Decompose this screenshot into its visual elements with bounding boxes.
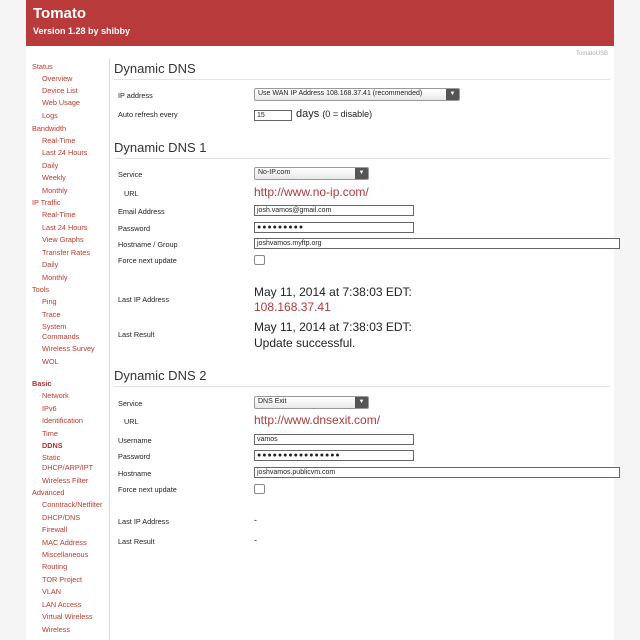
sidebar-item-vlan[interactable]: VLAN — [42, 587, 62, 596]
url-label: URL — [124, 417, 139, 426]
sidebar-item-daily[interactable]: Daily — [42, 161, 59, 170]
sidebar-item-status[interactable]: Status — [32, 62, 53, 71]
sidebar-item-bandwidth[interactable]: Bandwidth — [32, 124, 67, 133]
sidebar-item-ip-traffic[interactable]: IP Traffic — [32, 198, 61, 207]
section-title-ddns2: Dynamic DNS 2 — [114, 368, 207, 383]
ddns1-last-ip-value: 108.168.37.41 — [254, 300, 331, 314]
section-divider — [114, 386, 610, 387]
ddns2-last-ip-value: - — [254, 515, 257, 525]
sidebar-item-overview[interactable]: Overview — [42, 74, 73, 83]
chevron-down-icon: ▼ — [446, 89, 459, 100]
sidebar-item-static[interactable]: Static — [42, 453, 61, 462]
section-divider — [114, 79, 610, 80]
main-content — [114, 58, 614, 640]
section-title-ddns1: Dynamic DNS 1 — [114, 140, 207, 155]
ddns2-username-input[interactable]: vamos — [254, 434, 414, 445]
chevron-down-icon: ▼ — [355, 168, 368, 179]
sidebar-item-wireless-survey[interactable]: Wireless Survey — [42, 344, 95, 353]
sidebar-item-web-usage[interactable]: Web Usage — [42, 98, 80, 107]
chevron-down-icon: ▼ — [355, 397, 368, 408]
brand-label: TomatoUSB — [575, 51, 608, 57]
sidebar-item-device-list[interactable]: Device List — [42, 86, 78, 95]
ddns2-force-update-checkbox[interactable] — [254, 484, 265, 494]
sidebar-item-transfer-rates[interactable]: Transfer Rates — [42, 248, 90, 257]
password-label: Password — [118, 452, 151, 461]
sidebar-item-view-graphs[interactable]: View Graphs — [42, 235, 84, 244]
sidebar-item-basic[interactable]: Basic — [32, 379, 52, 388]
sidebar-item-mac-address[interactable]: MAC Address — [42, 538, 87, 547]
ddns1-url-link[interactable]: http://www.no-ip.com/ — [254, 185, 369, 199]
sidebar-item-daily[interactable]: Daily — [42, 260, 59, 269]
last-ip-label: Last IP Address — [118, 517, 169, 526]
ddns1-last-result-value: Update successful. — [254, 336, 356, 350]
auto-refresh-input[interactable]: 15 — [254, 110, 292, 121]
sidebar-item-system[interactable]: System — [42, 322, 67, 331]
page — [26, 0, 614, 640]
sidebar-item-real-time[interactable]: Real-Time — [42, 210, 76, 219]
app-title: Tomato — [33, 5, 87, 22]
hostname-label: Hostname — [118, 469, 152, 478]
last-result-label: Last Result — [118, 537, 155, 546]
sidebar-item-advanced[interactable]: Advanced — [32, 488, 65, 497]
sidebar-item-network[interactable]: Network — [42, 391, 69, 400]
sidebar-item-trace[interactable]: Trace — [42, 310, 61, 319]
force-update-label: Force next update — [118, 485, 177, 494]
sidebar-item-routing[interactable]: Routing — [42, 562, 68, 571]
sidebar-item-tools[interactable]: Tools — [32, 285, 50, 294]
sidebar-item-lan-access[interactable]: LAN Access — [42, 600, 82, 609]
sidebar-item-ddns[interactable]: DDNS — [42, 441, 63, 450]
ddns2-service-select[interactable]: DNS Exit ▼ — [254, 396, 369, 409]
sidebar-item-miscellaneous[interactable]: Miscellaneous — [42, 550, 89, 559]
ddns2-hostname-input[interactable]: joshvamos.publicvm.com — [254, 467, 620, 478]
sidebar-item-wireless-filter[interactable]: Wireless Filter — [42, 476, 89, 485]
sidebar-item-wireless[interactable]: Wireless — [42, 625, 70, 634]
sidebar-item-wol[interactable]: WOL — [42, 357, 59, 366]
app-version: Version 1.28 by shibby — [33, 26, 131, 36]
url-label: URL — [124, 189, 139, 198]
section-title-ddns: Dynamic DNS — [114, 61, 196, 76]
sidebar-item-conntrack-netfilter[interactable]: Conntrack/Netfilter — [42, 500, 103, 509]
sidebar-item-last-24-hours[interactable]: Last 24 Hours — [42, 148, 88, 157]
sidebar-item-commands[interactable]: Commands — [42, 332, 80, 341]
ddns1-service-select[interactable]: No-IP.com ▼ — [254, 167, 369, 180]
service-label: Service — [118, 170, 143, 179]
ddns1-last-ip-time: May 11, 2014 at 7:38:03 EDT: — [254, 285, 412, 299]
sidebar-item-real-time[interactable]: Real-Time — [42, 136, 76, 145]
ip-address-select[interactable]: Use WAN IP Address 108.168.37.41 (recommended) ▼ — [254, 88, 460, 101]
ddns2-url-link[interactable]: http://www.dnsexit.com/ — [254, 413, 381, 427]
days-text: days (0 = disable) — [296, 108, 373, 120]
ddns1-hostname-input[interactable]: joshvamos.myftp.org — [254, 238, 620, 249]
ddns1-password-input[interactable]: ●●●●●●●●● — [254, 222, 414, 233]
service-label: Service — [118, 399, 143, 408]
sidebar-item-ipv6[interactable]: IPv6 — [42, 404, 57, 413]
sidebar-item-firewall[interactable]: Firewall — [42, 525, 68, 534]
sidebar-item-last-24-hours[interactable]: Last 24 Hours — [42, 223, 88, 232]
sidebar-item-virtual-wireless[interactable]: Virtual Wireless — [42, 612, 93, 621]
force-update-label: Force next update — [118, 256, 177, 265]
username-label: Username — [118, 436, 152, 445]
sidebar-item-monthly[interactable]: Monthly — [42, 186, 68, 195]
sidebar-item-tor-project[interactable]: TOR Project — [42, 575, 83, 584]
sidebar-item-identification[interactable]: Identification — [42, 416, 83, 425]
ddns2-password-input[interactable]: ●●●●●●●●●●●●●●●● — [254, 450, 414, 461]
email-label: Email Address — [118, 207, 165, 216]
sidebar-item-dhcp-arp-ipt[interactable]: DHCP/ARP/IPT — [42, 463, 94, 472]
sidebar-item-monthly[interactable]: Monthly — [42, 273, 68, 282]
ddns1-email-input[interactable]: josh.vamos@gmail.com — [254, 205, 414, 216]
sidebar-item-weekly[interactable]: Weekly — [42, 173, 66, 182]
section-divider — [114, 158, 610, 159]
last-ip-label: Last IP Address — [118, 295, 169, 304]
password-label: Password — [118, 224, 151, 233]
sidebar-item-ping[interactable]: Ping — [42, 297, 57, 306]
ddns1-last-result-time: May 11, 2014 at 7:38:03 EDT: — [254, 320, 412, 334]
sidebar-item-logs[interactable]: Logs — [42, 111, 58, 120]
ip-address-label: IP address — [118, 91, 153, 100]
auto-refresh-label: Auto refresh every — [118, 110, 178, 119]
last-result-label: Last Result — [118, 330, 155, 339]
ddns1-force-update-checkbox[interactable] — [254, 255, 265, 265]
sidebar-nav — [26, 58, 110, 640]
hostname-label: Hostname / Group — [118, 240, 178, 249]
ddns2-last-result-value: - — [254, 535, 257, 545]
sidebar-item-time[interactable]: Time — [42, 429, 58, 438]
header-banner — [26, 0, 614, 46]
sidebar-item-dhcp-dns[interactable]: DHCP/DNS — [42, 513, 81, 522]
